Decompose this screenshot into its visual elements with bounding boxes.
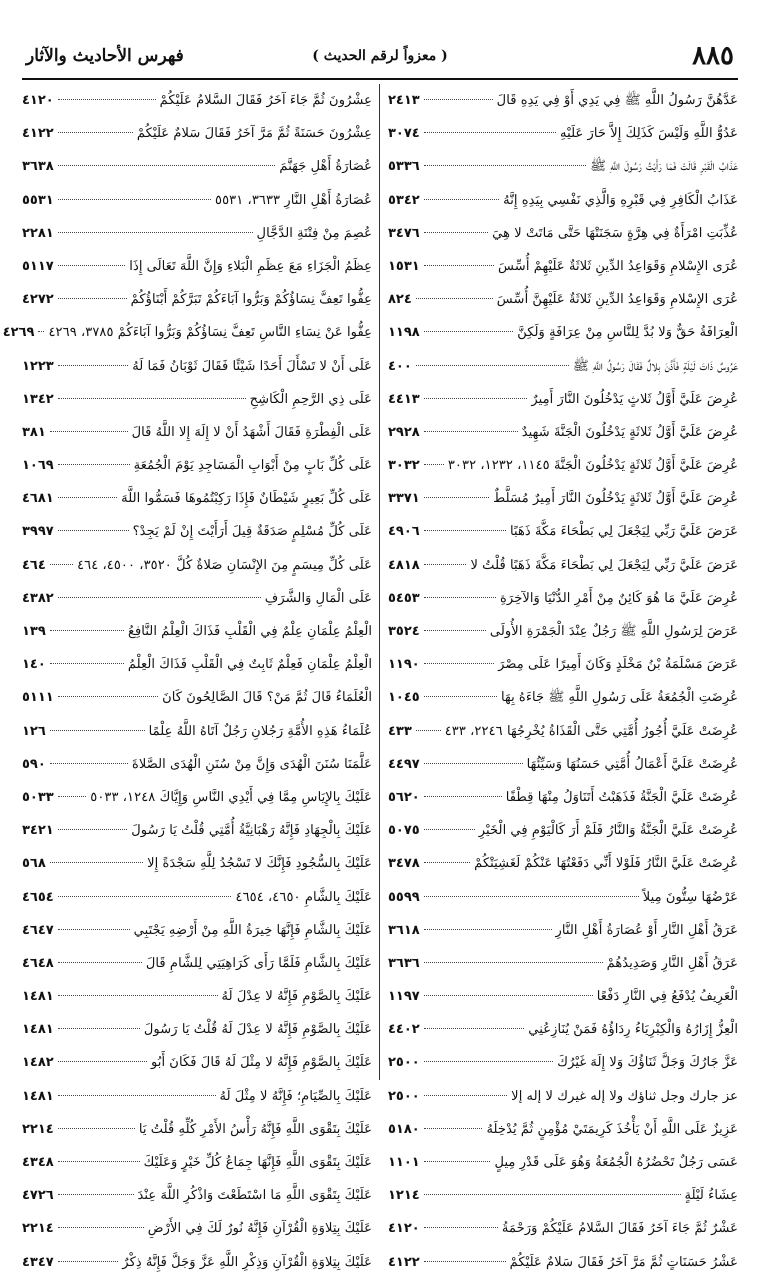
index-entry xyxy=(388,615,738,648)
hadith-number: ٨٢٤ xyxy=(388,292,412,308)
entry-text: عَلَى الْفِطْرَةِ فَقَالَ أَشْهَدُ أَنْ لا إِلَهَ إِلا اللَّهُ قَالَ xyxy=(131,424,372,440)
entry-text: عَلَيْكَ بِتَقْوَى اللَّهِ مَا اسْتَطَعْتَ وَاذْكُرِ اللَّهَ عِنْدَ xyxy=(137,1188,372,1204)
entry-text: عَدُوُّ اللَّهِ وَلَيْسَ كَذَلِكَ إِلاَّ حَارَ عَلَيْهِ xyxy=(560,126,738,142)
index-entry xyxy=(22,449,372,482)
entry-text: عَلَيْكَ بِالْجِهَادِ فَإِنَّهُ رَهْبَانِيَّةُ أُمَّتِي قُلْتُ يَا رَسُولَ xyxy=(131,823,372,839)
hadith-number: ٥٤٥٣ xyxy=(388,590,420,606)
hadith-number: ٤١٢٢ xyxy=(388,1254,420,1270)
index-entry xyxy=(22,1080,372,1113)
hadith-number: ٥٦٨ xyxy=(22,856,46,872)
index-entry xyxy=(388,117,738,150)
dot-leader xyxy=(58,1161,140,1162)
hadith-number: ٤٦٤٧ xyxy=(22,922,54,938)
dot-leader xyxy=(424,99,493,100)
hadith-number: ٤٨١٨ xyxy=(388,557,420,573)
hadith-number: ٥٦٢٠ xyxy=(388,789,420,805)
entry-text: عَرَقُ أَهْلِ النَّارِ أَوْ عُصَارَةُ أَهْلِ النَّارِ xyxy=(555,922,738,938)
entry-text: عَشْرٌ ثُمَّ جَاءَ آخَرُ فَقَالَ السَّلامُ عَلَيْكُمْ وَرَحْمَةُ xyxy=(501,1221,738,1237)
entry-text: عَلَيْكَ بِالصَّوْمِ فَإِنَّهُ لا مِثْلَ لَهُ قَالَ فَكَانَ أَبُو xyxy=(150,1055,372,1071)
dot-leader xyxy=(424,398,528,399)
dot-leader xyxy=(50,763,128,764)
hadith-number: ٣٤٧٦ xyxy=(388,225,420,241)
entry-text: عُصَارَةُ أَهْلِ النَّارِ ٣٦٣٣، ٥٥٣١ xyxy=(215,192,372,208)
hadith-number: ٢٥٠٠ xyxy=(388,1055,420,1071)
dot-leader xyxy=(58,796,86,797)
entry-text: عِظَمُ الْجَزَاءِ مَعَ عِظَمِ الْبَلاءِ وَإِنَّ اللَّهَ تَعَالَى إِذَا xyxy=(129,258,372,274)
index-entry xyxy=(388,814,738,847)
hadith-number: ٤٢٧٢ xyxy=(22,292,54,308)
index-entry xyxy=(22,482,372,515)
index-entry xyxy=(22,150,372,183)
hadith-number: ٤١٢٠ xyxy=(388,1221,420,1237)
index-entry xyxy=(22,1113,372,1146)
dot-leader xyxy=(416,298,493,299)
dot-leader xyxy=(58,1095,216,1096)
hadith-number: ١٤٨١ xyxy=(22,1022,54,1038)
hadith-number: ٤٣٤٨ xyxy=(22,1155,54,1170)
dot-leader xyxy=(424,1061,553,1062)
page-number: ٨٨٥ xyxy=(692,41,734,71)
hadith-number: ٥٠٣٣ xyxy=(22,789,54,805)
entry-text: عُرِضَ عَلَيَّ أَوَّلُ ثَلاثَةٍ يَدْخُلُونَ النَّارَ أَمِيرٌ مُسَلَّطٌ xyxy=(493,491,738,507)
hadith-number: ٥٠٧٥ xyxy=(388,823,420,839)
hadith-number: ٤٠٠ xyxy=(388,358,412,374)
index-column-left xyxy=(2,84,372,1279)
index-entry xyxy=(388,1212,738,1245)
index-entry xyxy=(388,847,738,880)
hadith-number: ٢٢٨١ xyxy=(22,225,54,241)
hadith-number: ٤٣٨٢ xyxy=(22,590,54,606)
hadith-number: ٥٥٩٩ xyxy=(388,889,420,905)
index-entry xyxy=(22,881,372,914)
entry-text: عُرِضَ عَلَيَّ مَا هُوَ كَائِنٌ مِنْ أَمْرِ الدُّنْيَا وَالآخِرَةِ xyxy=(500,590,738,606)
hadith-number: ٢٩٢٨ xyxy=(388,424,420,440)
index-entry xyxy=(22,383,372,416)
hadith-number: ٣٤٧٨ xyxy=(388,856,420,872)
entry-text: عَلَى أَنْ لا تَسْأَلَ أَحَدًا شَيْئًا فَقَالَ ثَوْبَانُ فَمَا لَهُ xyxy=(132,358,372,374)
dot-leader xyxy=(424,995,593,996)
entry-text: عَلَيْكَ بِالشَّامِ فَإِنَّهَا خِيرَةُ اللَّهِ مِنْ أَرْضِهِ يَجْتَبِي xyxy=(133,922,372,938)
hadith-number: ٤١٢٠ xyxy=(22,93,54,108)
hadith-number: ٥١٨٠ xyxy=(388,1121,420,1137)
dot-leader xyxy=(58,696,158,697)
dot-leader xyxy=(58,497,117,498)
index-entry xyxy=(388,150,738,183)
hadith-number: ٥٥٣١ xyxy=(22,192,54,208)
dot-leader xyxy=(424,1161,491,1162)
hadith-number: ١٢٦ xyxy=(22,723,46,739)
index-entry xyxy=(22,117,372,150)
dot-leader xyxy=(58,597,261,598)
dot-leader xyxy=(58,265,126,266)
dot-leader xyxy=(58,962,142,963)
index-entry xyxy=(22,980,372,1013)
index-entry xyxy=(22,748,372,781)
dot-leader xyxy=(424,265,494,266)
index-entry xyxy=(388,648,738,681)
entry-text: عَلَى الْمَالِ وَالشَّرَفِ xyxy=(264,590,372,606)
index-entry xyxy=(388,1113,738,1146)
entry-text: عَلَى كُلِّ مُسْلِمٍ صَدَقَةٌ قِيلَ أَرَأَيْتَ إِنْ لَمْ يَجِدْ؟ xyxy=(132,524,372,540)
index-entry xyxy=(22,1179,372,1212)
index-entry xyxy=(388,1179,738,1212)
entry-text: عَسَى رَجُلٌ تَحْضُرُهُ الْجُمُعَةُ وَهُوَ عَلَى قَدْرِ مِيلٍ xyxy=(494,1155,738,1170)
hadith-number: ٣٣٧١ xyxy=(388,491,420,507)
index-entry xyxy=(22,781,372,814)
entry-text: عَرَضَ عَلَيَّ رَبِّي لِيَجْعَلَ لِي بَطْحَاءَ مَكَّةَ ذَهَبًا xyxy=(509,524,738,540)
index-entry xyxy=(388,715,738,748)
hadith-number: ٤٤٩٧ xyxy=(388,756,420,772)
dot-leader xyxy=(58,165,276,166)
index-entry xyxy=(388,980,738,1013)
dot-leader xyxy=(424,829,475,830)
dot-leader xyxy=(58,99,156,100)
entry-text: عِشْرُونَ ثُمَّ جَاءَ آخَرُ فَقَالَ السَّلامُ عَلَيْكُمْ xyxy=(159,93,372,108)
index-entry xyxy=(388,383,738,416)
hadith-number: ٢٢١٤ xyxy=(22,1221,54,1237)
dot-leader xyxy=(424,165,586,166)
hadith-number: ١١٩٨ xyxy=(388,325,420,341)
dot-leader xyxy=(58,398,246,399)
hadith-number: ٤٦٤٨ xyxy=(22,955,54,971)
hadith-number: ٣٨١ xyxy=(22,424,46,440)
entry-text: عَلَى كُلِّ مِيسَمٍ مِنَ الإِنْسَانِ صَلاةٌ كُلَّ ٣٥٢٠، ٤٥٠٠، ٤٦٤ xyxy=(77,557,372,573)
hadith-number: ١١٠١ xyxy=(388,1155,420,1170)
index-entry xyxy=(22,84,372,117)
entry-text: عَلَى كُلِّ بَابٍ مِنْ أَبْوَابِ الْمَسَاجِدِ يَوْمَ الْجُمُعَةِ xyxy=(133,458,372,474)
index-entry xyxy=(22,1246,372,1279)
entry-text: عُلَمَاءُ هَذِهِ الأُمَّةِ رَجُلانِ رَجُلٌ آتَاهُ اللَّهُ عِلْمًا xyxy=(148,723,372,739)
hadith-number: ١٠٦٩ xyxy=(22,458,54,474)
dot-leader xyxy=(424,663,494,664)
entry-text: عُرِضَتْ عَلَيَّ أَعْمَالُ أُمَّتِي حَسَنُهَا وَسَيِّئُهَا xyxy=(526,756,738,772)
index-entry xyxy=(22,814,372,847)
hadith-number: ٣٥٢٤ xyxy=(388,624,420,639)
entry-text: عَشْرُ حَسَنَاتٍ ثُمَّ مَرَّ آخَرُ فَقَالَ سَلامٌ عَلَيْكُمْ xyxy=(509,1254,738,1270)
index-entry xyxy=(388,350,738,383)
dot-leader xyxy=(58,1061,147,1062)
header-rule xyxy=(22,78,738,80)
index-entry xyxy=(22,1013,372,1046)
index-entry xyxy=(22,1146,372,1179)
hadith-number: ٣٦١٨ xyxy=(388,922,420,938)
index-entry xyxy=(22,847,372,880)
hadith-number: ٥٣٣٦ xyxy=(388,159,420,175)
entry-text: عَلَيْكَ بِتِلاوَةِ الْقُرْآنِ فَإِنَّهُ نُورٌ لَكَ فِي الأَرْضِ xyxy=(147,1221,372,1237)
entry-text: عَلَيْكَ بِالسُّجُودِ فَإِنَّكَ لا تَسْجُدُ لِلَّهِ سَجْدَةً إِلا xyxy=(147,856,372,872)
hadith-number: ٤٩٠٦ xyxy=(388,524,420,540)
header-subtitle: ( معزواً لرقم الحديث ) xyxy=(312,48,448,64)
dot-leader xyxy=(58,1227,144,1228)
dot-leader xyxy=(58,1128,135,1129)
dot-leader xyxy=(58,199,211,200)
index-entry xyxy=(22,416,372,449)
entry-text: عُرِضَ عَلَيَّ أَوَّلُ ثَلاثَةٍ يَدْخُلُونَ الْجَنَّةَ ١١٤٥، ١٢٣٢، ٣٠٣٢ xyxy=(447,458,738,474)
entry-text: عُرِضَتْ عَلَيَّ أُجُورُ أُمَّتِي حَتَّى الْقَذَاةُ يُخْرِجُهَا ٢٢٤٦، ٤٣٣ xyxy=(444,723,738,739)
dot-leader xyxy=(58,365,128,366)
entry-text: عَرَقُ أَهْلِ النَّارِ وَصَدِيدُهُمْ xyxy=(606,955,738,971)
dot-leader xyxy=(58,232,253,233)
dot-leader xyxy=(424,199,499,200)
entry-text: الْعِزُّ إِزَارُهُ وَالْكِبْرِيَاءُ رِدَاؤُهُ فَمَنْ يُنَازِعُنِي xyxy=(528,1022,738,1038)
index-entry xyxy=(22,217,372,250)
dot-leader xyxy=(416,365,569,366)
entry-text: عَذَابُ الْكَافِرِ فِي قَبْرِهِ وَالَّذِي نَفْسِي بِيَدِهِ إِنَّهُ xyxy=(503,192,738,208)
entry-text: عُصِمَ مِنْ فِتْنَةِ الدَّجَّالِ xyxy=(256,225,372,241)
entry-text: الْعَرِيفُ يُدْفَعُ فِي النَّارِ دَفْعًا xyxy=(596,989,738,1005)
dot-leader xyxy=(424,1227,498,1228)
dot-leader xyxy=(424,796,502,797)
hadith-number: ١٣٩ xyxy=(22,624,46,639)
index-entry xyxy=(388,1046,738,1079)
index-entry xyxy=(388,947,738,980)
entry-text: عَلَى ذِي الرَّحِمِ الْكَاشِحِ xyxy=(249,391,372,407)
hadith-number: ٥١١٧ xyxy=(22,258,54,274)
hadith-number: ٢٤١٣ xyxy=(388,93,420,108)
entry-text: عَلَيْكَ بِالشَّامِ ٤٦٥٠، ٤٦٥٤ xyxy=(235,889,372,905)
index-entry xyxy=(22,582,372,615)
dot-leader xyxy=(424,763,523,764)
dot-leader xyxy=(424,1194,681,1195)
column-divider xyxy=(379,84,380,1080)
entry-text: عُرِضَ عَلَيَّ أَوَّلُ ثَلاثٍ يَدْخُلُونَ النَّارَ أَمِيرٌ xyxy=(531,391,738,407)
hadith-number: ٣٦٣٦ xyxy=(388,955,420,971)
entry-text: عَلَيْكَ بِالصَّوْمِ فَإِنَّهُ لا عِدْلَ لَهُ xyxy=(221,989,372,1005)
entry-text: عَلَيْكَ بِالصِّيَامِ؛ فَإِنَّهُ لا مِثْلَ لَهُ xyxy=(219,1088,372,1104)
index-entry xyxy=(22,515,372,548)
index-entry xyxy=(22,648,372,681)
dot-leader xyxy=(58,530,129,531)
index-entry xyxy=(22,250,372,283)
entry-text: عَرَضَ لِرَسُولِ اللَّهِ ﷺ رَجُلٌ عِنْدَ الْجَمْرَةِ الأُولَى xyxy=(489,624,738,639)
entry-text: عَرْضُهَا سِتُّونَ مِيلاً xyxy=(642,889,738,905)
hadith-number: ١٢١٤ xyxy=(388,1188,420,1204)
index-entry xyxy=(388,250,738,283)
entry-text: الْعُلَمَاءُ قَالَ ثُمَّ مَنْ؟ قَالَ الصَّالِحُونَ كَانَ xyxy=(162,690,372,706)
hadith-number: ٣٩٩٧ xyxy=(22,524,54,540)
dot-leader xyxy=(424,1028,524,1029)
index-entry xyxy=(22,184,372,217)
hadith-number: ٥٣٤٢ xyxy=(388,192,420,208)
entry-text: عُذِّبَتِ امْرَأَةٌ فِي هِرَّةٍ سَجَنَتْهَا حَتَّى مَاتَتْ لا هِيَ xyxy=(492,225,738,241)
dot-leader xyxy=(424,431,518,432)
hadith-number: ٤٦٤ xyxy=(22,557,46,573)
entry-text: عَدَّهُنَّ رَسُولُ اللَّهِ ﷺ فِي يَدِي أَوْ فِي يَدِهِ قَالَ xyxy=(496,93,738,108)
dot-leader xyxy=(424,132,556,133)
entry-text: عُرِضَتِ الْجُمُعَةُ عَلَى رَسُولِ اللَّهِ ﷺ جَاءَهُ بِهَا xyxy=(500,690,738,706)
dot-leader xyxy=(58,1028,140,1029)
index-entry xyxy=(22,350,372,383)
entry-text: عَرُوسٌ ذَاتَ لَيْلَةٍ فَأَذَّنَ بِلالٌ فَقَالَ رَسُولُ اللَّهِ ﷺ xyxy=(572,358,738,374)
hadith-number: ٤١٢٢ xyxy=(22,126,54,142)
entry-text: عَلَيْكَ بِتِلاوَةِ الْقُرْآنِ وَذِكْرِ اللَّهِ عَزَّ وَجَلَّ فَإِنَّهُ ذِكْرٌ xyxy=(122,1254,372,1270)
dot-leader xyxy=(50,564,73,565)
index-entry xyxy=(22,549,372,582)
dot-leader xyxy=(424,896,639,897)
dot-leader xyxy=(424,530,506,531)
index-entry xyxy=(388,84,738,117)
entry-text: عِفُّوا عَنْ نِسَاءِ النَّاسِ تَعِفَّ نِسَاؤُكُمْ وَبَرُّوا آبَاءَكُمْ ٣٧٨٥، ٤٢٦٩ xyxy=(48,325,372,341)
entry-text: عَلَيْكَ بِتَقْوَى اللَّهِ فَإِنَّهَا جِمَاعُ كُلِّ خَيْرٍ وَعَلَيْكَ xyxy=(143,1155,372,1170)
entry-text: عَذَابُ الْقَبْرِ قَالَتْ فَمَا رَأَيْتُ رَسُولَ اللَّهِ ﷺ xyxy=(590,159,738,175)
hadith-number: ٤٣٣ xyxy=(388,723,412,739)
entry-text: عُرِضَ عَلَيَّ أَوَّلُ ثَلاثَةٍ يَدْخُلُونَ الْجَنَّةَ شَهِيدٌ xyxy=(521,424,738,440)
hadith-number: ١٤٠ xyxy=(22,657,46,673)
index-entry xyxy=(388,316,738,349)
dot-leader xyxy=(58,132,133,133)
dot-leader xyxy=(58,896,232,897)
hadith-number: ٣٤٢١ xyxy=(22,823,54,839)
index-entry xyxy=(388,1080,738,1113)
hadith-number: ١٠٤٥ xyxy=(388,690,420,706)
index-entry xyxy=(22,947,372,980)
entry-text: عُصَارَةُ أَهْلِ جَهَنَّمَ xyxy=(279,159,372,175)
hadith-number: ١٣٤٢ xyxy=(22,391,54,407)
dot-leader xyxy=(424,929,552,930)
dot-leader xyxy=(424,232,488,233)
entry-text: الْعِرَافَةُ حَقٌّ وَلا بُدَّ لِلنَّاسِ مِنْ عِرَافَةٍ وَلَكِنَّ xyxy=(517,325,738,341)
dot-leader xyxy=(424,1261,506,1262)
dot-leader xyxy=(424,1095,507,1096)
entry-text: عَلَيْكَ بِالشَّامِ فَلَمَّا رَأَى كَرَاهِيَتِي لِلشَّامِ قَالَ xyxy=(145,955,372,971)
entry-text: عِشَاءُ لَيْلَةٍ xyxy=(684,1188,738,1204)
dot-leader xyxy=(58,829,127,830)
index-entry xyxy=(2,316,372,349)
index-entry xyxy=(388,1013,738,1046)
entry-text: عَلَّمَنَا سُنَنَ الْهُدَى وَإِنَّ مِنْ سُنَنِ الْهُدَى الصَّلاةَ xyxy=(131,756,372,772)
hadith-number: ٤٣٤٧ xyxy=(22,1254,54,1270)
dot-leader xyxy=(424,862,470,863)
dot-leader xyxy=(424,962,603,963)
hadith-number: ١٥٣١ xyxy=(388,258,420,274)
index-entry xyxy=(388,449,738,482)
hadith-number: ١٤٨٢ xyxy=(22,1055,54,1071)
hadith-number: ٣٠٧٤ xyxy=(388,126,420,142)
dot-leader xyxy=(424,630,486,631)
index-entry xyxy=(388,416,738,449)
dot-leader xyxy=(58,929,130,930)
dot-leader xyxy=(50,730,145,731)
entry-text: عَزِيزٌ عَلَى اللَّهِ أَنْ يَأْخُذَ كَرِيمَتَيْ مُؤْمِنٍ ثُمَّ يُدْخِلَهُ xyxy=(486,1121,738,1137)
hadith-number: ٤٦٥٤ xyxy=(22,889,54,905)
hadith-number: ١٢٢٣ xyxy=(22,358,54,374)
hadith-number: ٤٤١٣ xyxy=(388,391,420,407)
entry-text: عز جارك وجل ثناؤك ولا إله غيرك لا إله إلا xyxy=(511,1088,738,1104)
index-entry xyxy=(22,914,372,947)
dot-leader xyxy=(58,298,127,299)
dot-leader xyxy=(50,862,143,863)
hadith-number: ٢٢١٤ xyxy=(22,1121,54,1137)
entry-text: عَلَى كُلِّ بَعِيرٍ شَيْطَانٌ فَإِذَا رَكِبْتُمُوهَا فَسَمُّوا اللَّهَ xyxy=(121,491,372,507)
hadith-number: ٣٦٣٨ xyxy=(22,159,54,175)
entry-text: عِشْرُونَ حَسَنَةً ثُمَّ مَرَّ آخَرُ فَقَالَ سَلامٌ عَلَيْكُمْ xyxy=(136,126,372,142)
hadith-number: ٣٠٣٢ xyxy=(388,458,420,474)
entry-text: عُرِضَتْ عَلَيَّ النَّارُ فَلَوْلا أَنِّي دَفَعْتُهَا عَنْكُمْ لَغَشِيَتْكُمْ xyxy=(474,856,738,872)
index-entry xyxy=(388,914,738,947)
index-entry xyxy=(388,283,738,316)
hadith-number: ١٤٨١ xyxy=(22,989,54,1005)
hadith-number: ٤٧٢٦ xyxy=(22,1188,54,1204)
page-header xyxy=(22,36,738,76)
entry-text: عُرِضَتْ عَلَيَّ الْجَنَّةُ فَذَهَبْتُ أَتَنَاوَلُ مِنْهَا قِطْفًا xyxy=(505,789,738,805)
hadith-number: ٥٩٠ xyxy=(22,756,46,772)
index-entry xyxy=(388,184,738,217)
hadith-number: ٢٥٠٠ xyxy=(388,1088,420,1104)
index-entry xyxy=(388,748,738,781)
dot-leader xyxy=(58,464,130,465)
dot-leader xyxy=(50,630,124,631)
hadith-number: ٤٦٨١ xyxy=(22,491,54,507)
index-entry xyxy=(388,781,738,814)
dot-leader xyxy=(424,1128,483,1129)
entry-text: عَلَيْكَ بِالصَّوْمِ فَإِنَّهُ لا عِدْلَ لَهُ قُلْتُ يَا رَسُولَ xyxy=(143,1022,372,1038)
hadith-number: ٤٢٦٩ xyxy=(2,325,35,341)
index-entry xyxy=(388,1146,738,1179)
index-entry xyxy=(388,217,738,250)
entry-text: عَزَّ جَارُكَ وَجَلَّ ثَنَاؤُكَ وَلا إِلَهَ غَيْرُكَ xyxy=(557,1055,738,1071)
entry-text: عَرَضَ عَلَيَّ رَبِّي لِيَجْعَلَ لِي بَطْحَاءَ مَكَّةَ ذَهَبًا قُلْتُ لا xyxy=(470,557,738,573)
index-page xyxy=(2,36,738,1270)
index-entry xyxy=(22,283,372,316)
dot-leader xyxy=(424,564,467,565)
dot-leader xyxy=(424,696,497,697)
dot-leader xyxy=(58,1194,134,1195)
entry-text: عِفُّوا تَعِفَّ نِسَاؤُكُمْ وَبَرُّوا آبَاءَكُمْ تَبَرَّكُمْ أَبْنَاؤُكُمْ xyxy=(130,292,372,308)
dot-leader xyxy=(424,464,444,465)
index-entry xyxy=(22,681,372,714)
entry-text: عَلَيْكَ بِالإِيَاسِ مِمَّا فِي أَيْدِي النَّاسِ وَإِيَّاكَ ١٢٤٨، ٥٠٣٣ xyxy=(90,789,372,805)
index-entry xyxy=(22,715,372,748)
dot-leader xyxy=(424,597,496,598)
index-entry xyxy=(388,881,738,914)
entry-text: عُرِضَتْ عَلَيَّ الْجَنَّةُ وَالنَّارُ فَلَمْ أَرَ كَالْيَوْمِ فِي الْخَيْرِ xyxy=(478,823,738,839)
dot-leader xyxy=(58,1261,119,1262)
hadith-number: ٥١١١ xyxy=(22,690,54,706)
dot-leader xyxy=(416,730,441,731)
index-entry xyxy=(388,482,738,515)
entry-text: الْعِلْمُ عِلْمَانِ فَعِلْمٌ ثَابِتٌ فِي الْقَلْبِ فَذَاكَ الْعِلْمُ xyxy=(127,657,372,673)
dot-leader xyxy=(424,331,513,332)
dot-leader xyxy=(38,331,44,332)
index-entry xyxy=(388,1246,738,1279)
index-entry xyxy=(388,582,738,615)
header-section-title: فهرس الأحاديث والآثار xyxy=(26,46,184,66)
index-entry xyxy=(388,681,738,714)
index-column-right xyxy=(388,84,738,1279)
dot-leader xyxy=(50,431,128,432)
entry-text: عُرَى الإِسْلامِ وَقَوَاعِدُ الدِّينِ ثَلاثَةٌ عَلَيْهِمْ أُسِّسَ xyxy=(497,258,738,274)
index-entry xyxy=(388,515,738,548)
entry-text: عَلَيْكَ بِتَقْوَى اللَّهِ فَإِنَّهُ رَأْسُ الأَمْرِ كُلِّهِ قُلْتُ يَا xyxy=(138,1121,372,1137)
hadith-number: ٤٤٠٢ xyxy=(388,1022,420,1038)
index-entry xyxy=(22,1046,372,1079)
dot-leader xyxy=(58,995,218,996)
entry-text: عُرَى الإِسْلامِ وَقَوَاعِدُ الدِّينِ ثَلاثَةٌ عَلَيْهِنَّ أُسِّسَ xyxy=(496,292,738,308)
index-entry xyxy=(388,549,738,582)
index-entry xyxy=(22,1212,372,1245)
entry-text: عَرَضَ مَسْلَمَةُ بْنُ مَخْلَدٍ وَكَانَ أَمِيرًا عَلَى مِصْرَ xyxy=(498,657,738,673)
hadith-number: ١١٩٠ xyxy=(388,657,420,673)
index-entry xyxy=(22,615,372,648)
hadith-number: ١١٩٧ xyxy=(388,989,420,1005)
entry-text: الْعِلْمُ عِلْمَانِ عِلْمٌ فِي الْقَلْبِ فَذَاكَ الْعِلْمُ النَّافِعُ xyxy=(127,624,372,639)
hadith-number: ١٤٨١ xyxy=(22,1088,54,1104)
dot-leader xyxy=(50,663,124,664)
dot-leader xyxy=(424,497,489,498)
